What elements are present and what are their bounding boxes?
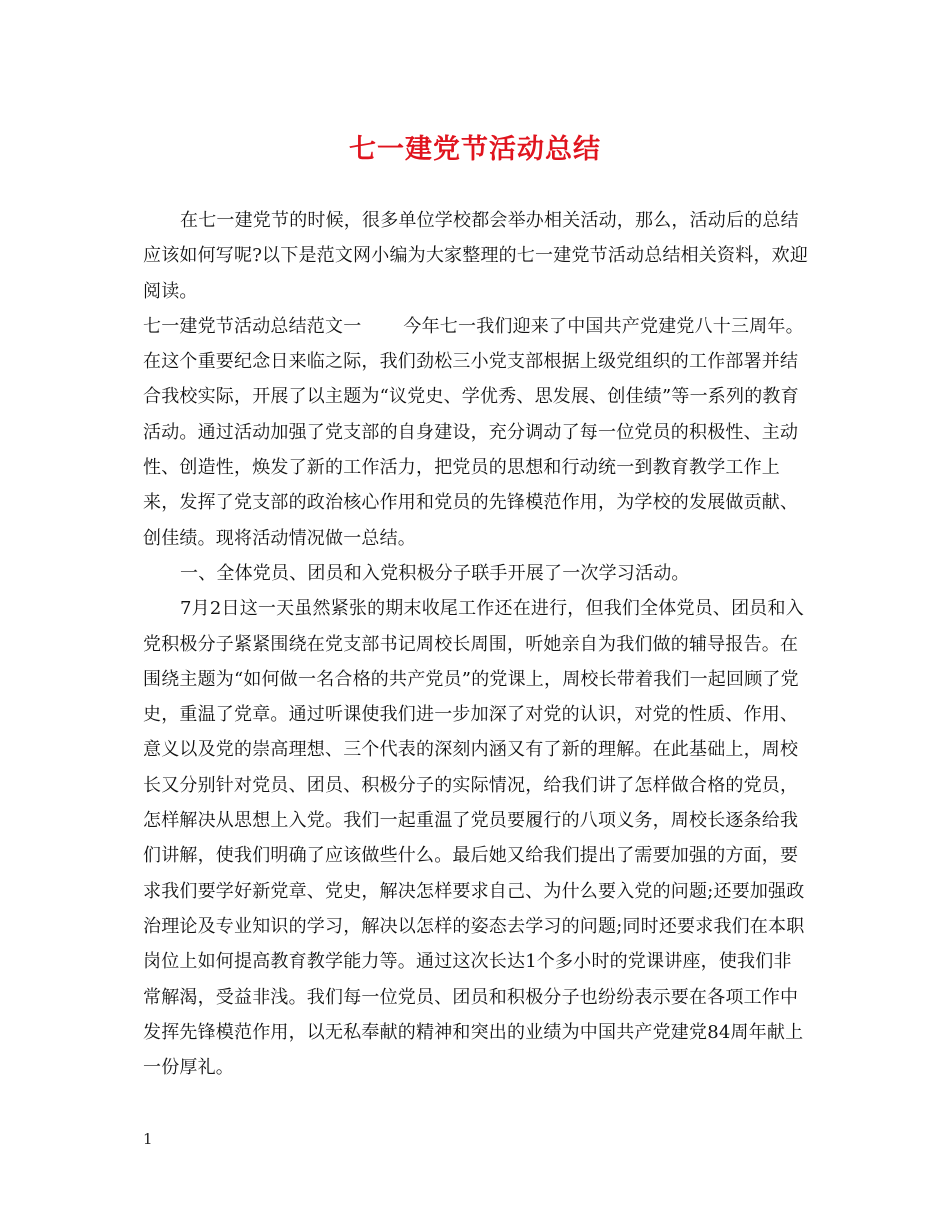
- section-one-heading: 一、全体党员、团员和入党积极分子联手开展了一次学习活动。: [180, 562, 690, 584]
- section-one-body: 7月2日这一天虽然紧张的期末收尾工作还在进行，但我们全体党员、团员和入党积极分子紧紧围绕在党支部书记周校长周围，听她亲自为我们做的辅导报告。在围绕主题为“如何做一名合格的共产党员”的党课上，周校长带着我们一起回顾了党史，重温了党章。通过听课使我们进一步加深了对党的认识，对党的性质、作用、意义以及党的崇高理想、三个代表的深刻内涵又有了新的理解。在此基础上，周校长又分别针对党员、团员、积极分子的实际情况，给我们讲了怎样做合格的党员，怎样解决从思想上入党。我们一起重温了党员要履行的八项义务，周校长逐条给我们讲解，使我们明确了应该做些什么。最后她又给我们提出了需要加强的方面，要求我们要学好新党章、党史，解决怎样要求自己、为什么要入党的问题;还要加强政治理论及专业知识的学习，解决以怎样的姿态去学习的问题;同时还要求我们在本职岗位上如何提高教育教学能力等。通过这次长达1个多小时的党课讲座，使我们非常解渴，受益非浅。我们每一位党员、团员和积极分子也纷纷表示要在各项工作中发挥先锋模范作用，以无私奉献的精神和突出的业绩为中国共产党建党84周年献上一份厚礼。: [143, 598, 805, 1079]
- document-title: 七一建党节活动总结: [349, 134, 601, 165]
- sample-label: 七一建党节活动总结范文一: [143, 315, 362, 337]
- sample-text: 今年七一我们迎来了中国共产党建党八十三周年。在这个重要纪念日来临之际，我们劲松三小党支部根据上级党组织的工作部署并结合我校实际，开展了以主题为“议党史、学优秀、思发展、创佳绩”等一系列的教育活动。通过活动加强了党支部的自身建设，充分调动了每一位党员的积极性、主动性、创造性，焕发了新的工作活力，把党员的思想和行动统一到教育教学工作上来，发挥了党支部的政治核心作用和党员的先锋模范作用，为学校的发展做贡献、创佳绩。现将活动情况做一总结。: [143, 315, 804, 549]
- page-number: 1: [143, 1130, 153, 1148]
- intro-paragraph: 在七一建党节的时候，很多单位学校都会举办相关活动，那么，活动后的总结应该如何写呢?以下是范文网小编为大家整理的七一建党节活动总结相关资料，欢迎阅读。: [143, 210, 809, 302]
- sample-paragraph: [143, 309, 809, 556]
- document-body: [143, 203, 809, 1085]
